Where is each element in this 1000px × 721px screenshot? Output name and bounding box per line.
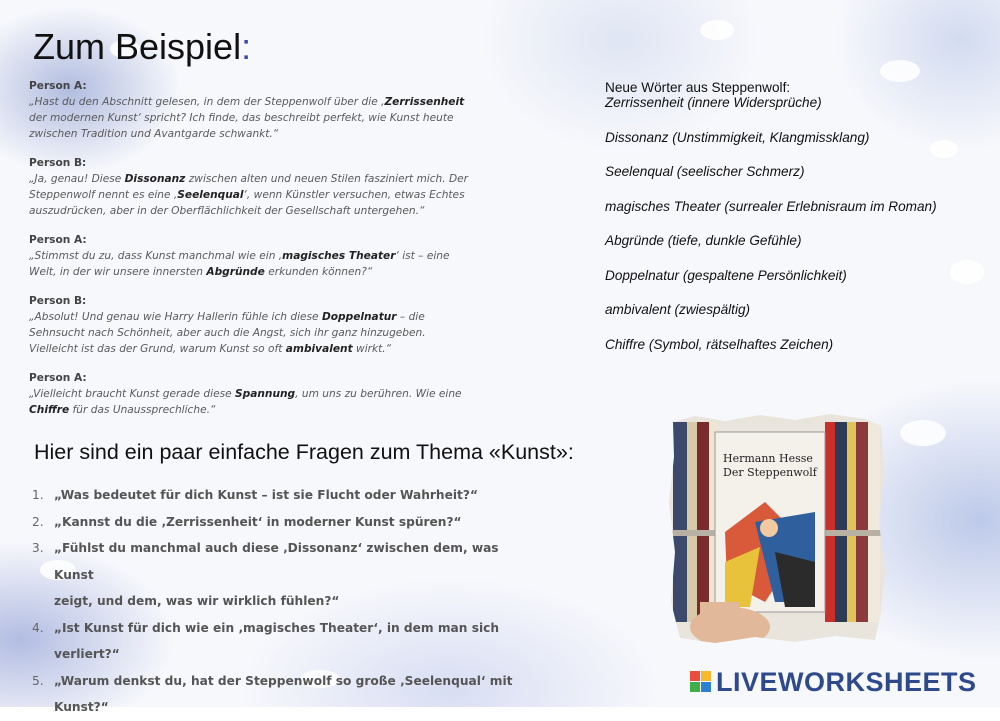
question-number xyxy=(32,588,54,615)
logo-text: LIVEWORKSHEETS xyxy=(716,666,977,697)
background-speck xyxy=(900,420,946,446)
keyword: Chiffre xyxy=(29,404,70,416)
question-number: 2. xyxy=(32,514,44,529)
book-title: Der Steppenwolf xyxy=(723,466,817,479)
dialog-text: wirkt.“ xyxy=(352,343,392,355)
vocabulary-item: Zerrissenheit (innere Widersprüche) xyxy=(605,95,822,110)
vocabulary-item: Doppelnatur (gespaltene Persönlichkeit) xyxy=(605,267,847,283)
speaker-label: Person A: xyxy=(29,80,87,92)
dialog-text: „Stimmst du zu, dass Kunst manchmal wie ein ‚ xyxy=(29,250,283,262)
dialog-entry xyxy=(29,155,469,219)
question-item xyxy=(32,482,532,509)
dialog-text: – die Sehnsucht nach Schönheit, aber auch die Angst, sich ihr ganz hinzugeben. Vielleicht ist das der Grund, warum Kunst so oft xyxy=(29,311,426,355)
questions-heading: Hier sind ein paar einfache Fragen zum Thema «Kunst»: xyxy=(34,440,574,464)
dialog-text: zwischen alten und neuen Stilen fasziniert mich. Der Steppenwolf nennt es eine ‚ xyxy=(29,173,469,201)
dialog-line xyxy=(29,248,469,280)
vocabulary-item: ambivalent (zwiespältig) xyxy=(605,302,751,317)
question-number xyxy=(32,694,54,721)
question-item xyxy=(32,694,532,721)
dialog-text: der modernen Kunst‘ spricht? Ich finde, das beschreibt perfekt, wie Kunst heute zwischen Tradition und Avantgarde schwankt.“ xyxy=(29,112,454,140)
keyword: Doppelnatur xyxy=(321,311,397,323)
keyword: Abgründe xyxy=(206,266,265,278)
dialog-text: für das Unaussprechliche.“ xyxy=(69,404,216,416)
dialog-text: , um uns zu berühren. Wie eine xyxy=(295,388,462,400)
vocabulary-heading: Neue Wörter aus Steppenwolf: xyxy=(605,80,791,95)
dialog-line xyxy=(29,171,469,219)
question-text: „Was bedeutet für dich Kunst – ist sie Flucht oder Wahrheit?“ xyxy=(54,488,478,502)
dialog-entry xyxy=(29,293,469,357)
keyword: Dissonanz xyxy=(124,173,186,185)
question-number: 1. xyxy=(32,488,44,502)
question-text: Kunst?“ xyxy=(54,700,109,714)
dialog xyxy=(29,78,469,431)
vocabulary-item: Dissonanz (Unstimmigkeit, Klangmissklang) xyxy=(605,129,870,145)
question-item xyxy=(32,615,532,668)
dialog-text: „Hast du den Abschnitt gelesen, in dem der Steppenwolf über die ‚ xyxy=(29,96,385,108)
questions-list xyxy=(32,482,532,721)
vocabulary-item: Chiffre (Symbol, rätselhaftes Zeichen) xyxy=(605,336,834,352)
vocabulary-list xyxy=(605,80,985,371)
vocabulary-item: magisches Theater (surrealer Erlebnisraum im Roman) xyxy=(605,198,937,214)
speaker-label: Person A: xyxy=(29,372,87,384)
question-text: „Warum denkst du, hat der Steppenwolf so große ‚Seelenqual‘ mit xyxy=(54,673,513,688)
dialog-text: „Absolut! Und genau wie Harry Hallerin fühle ich diese xyxy=(29,311,322,323)
page-title: Zum Beispiel: xyxy=(33,26,252,67)
question-text: „Kannst du die ‚Zerrissenheit‘ in moderner Kunst spüren?“ xyxy=(54,514,462,529)
keyword: Zerrissenheit xyxy=(384,96,465,108)
dialog-text: „Vielleicht braucht Kunst gerade diese xyxy=(29,388,236,400)
speaker-label: Person B: xyxy=(29,157,87,169)
question-item xyxy=(32,588,532,615)
question-item xyxy=(32,509,532,536)
question-item xyxy=(32,535,532,588)
question-text: „Ist Kunst für dich wie ein ‚magisches Theater‘, in dem man sich verliert?“ xyxy=(54,620,500,661)
question-text: zeigt, und dem, was wir wirklich fühlen?“ xyxy=(54,594,340,608)
dialog-text: „Ja, genau! Diese xyxy=(29,173,125,185)
speaker-label: Person A: xyxy=(29,234,87,246)
logo-icon xyxy=(690,671,712,693)
dialog-text: ‘ ist – eine Welt, in der wir unsere innersten xyxy=(29,250,450,278)
dialog-entry xyxy=(29,232,469,280)
dialog-line xyxy=(29,309,469,357)
question-number: 5. xyxy=(32,673,44,688)
dialog-line xyxy=(29,94,469,142)
keyword: magisches Theater xyxy=(282,250,396,262)
liveworksheets-logo[interactable] xyxy=(690,667,977,697)
book-author: Hermann Hesse xyxy=(723,452,813,465)
dialog-text: erkunden können?“ xyxy=(264,266,373,278)
book-photo xyxy=(665,412,887,645)
keyword: Seelenqual xyxy=(177,189,244,201)
question-text: „Fühlst du manchmal auch diese ‚Dissonanz‘ zwischen dem, was Kunst xyxy=(54,541,499,582)
dialog-entry xyxy=(29,370,469,418)
dialog-entry xyxy=(29,78,469,142)
dialog-text: ‘, wenn Künstler versuchen, etwas Echtes auszudrücken, aber in der Oberflächlichkeit der Gesellschaft untergehen.“ xyxy=(29,189,465,217)
vocabulary-item: Seelenqual (seelischer Schmerz) xyxy=(605,164,805,179)
keyword: ambivalent xyxy=(285,343,353,355)
question-number: 3. xyxy=(32,541,44,555)
question-item xyxy=(32,668,532,695)
background-speck xyxy=(880,60,920,82)
dialog-line xyxy=(29,386,469,418)
speaker-label: Person B: xyxy=(29,295,87,307)
vocabulary-item: Abgründe (tiefe, dunkle Gefühle) xyxy=(605,233,802,248)
keyword: Spannung xyxy=(235,388,296,400)
question-number: 4. xyxy=(32,620,44,635)
background-speck xyxy=(700,20,734,40)
